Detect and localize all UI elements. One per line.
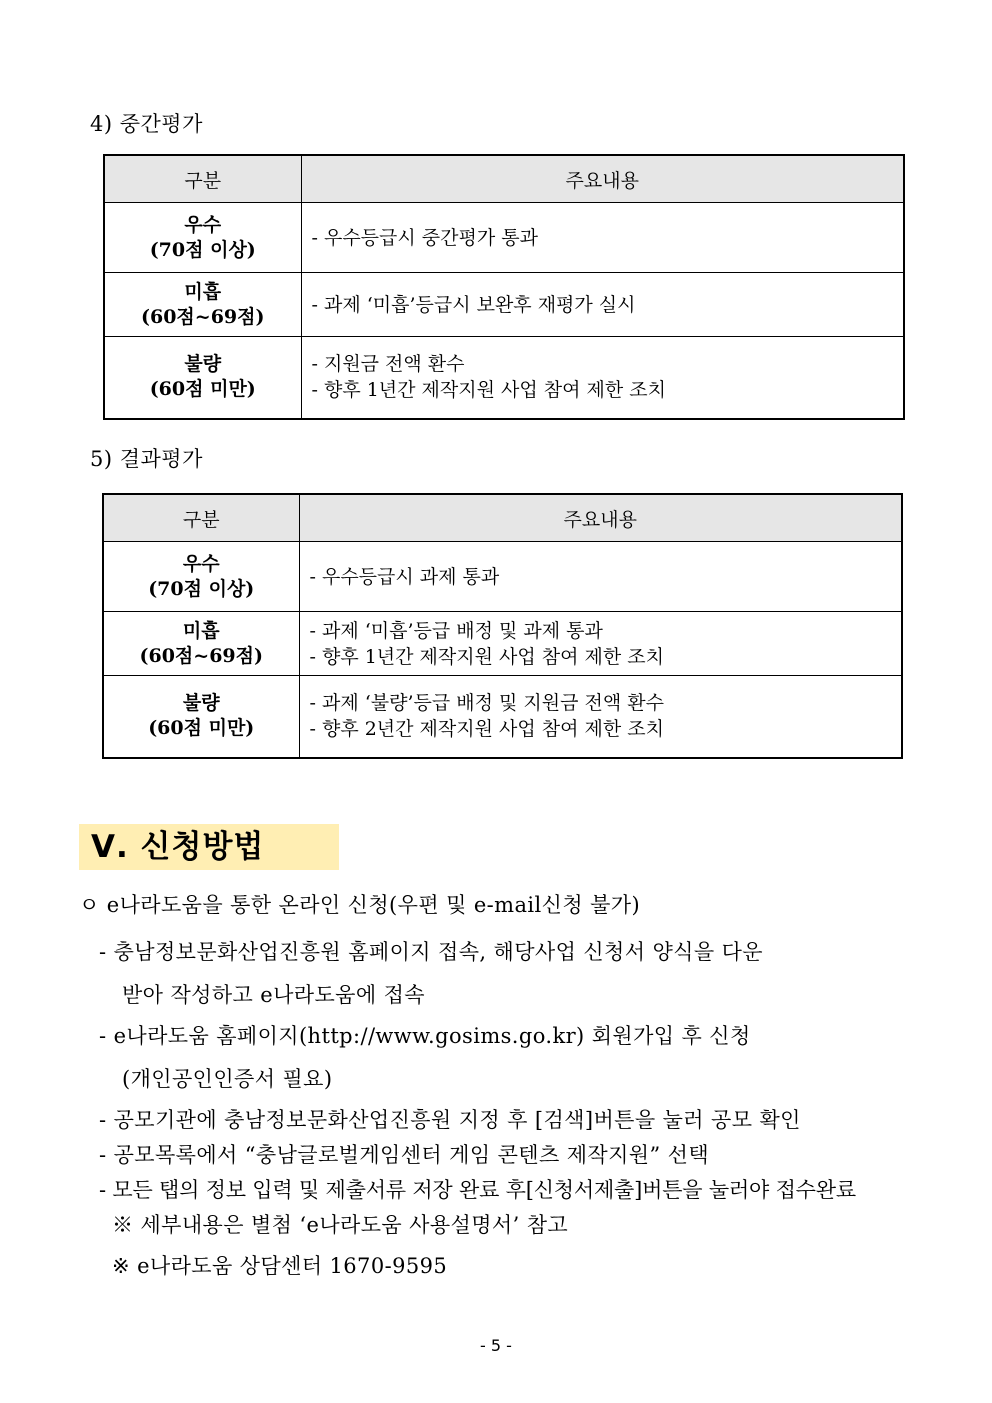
content-cell [301,337,904,419]
grade-label: 불량 [184,353,222,376]
content-item: - 향후 1년간 제작지원 사업 참여 제한 조치 [309,645,664,668]
midterm-table [103,154,905,420]
grade-cell [103,542,299,612]
content-cell [299,542,902,612]
grade-label: 미흡 [184,280,222,303]
grade-cell [103,676,299,758]
table-row [104,337,904,419]
content-item: - 향후 1년간 제작지원 사업 참여 제한 조치 [311,379,666,402]
note-item: ※ 세부내용은 별첨 ‘e나라도움 사용설명서’ 참고 [112,1213,569,1237]
grade-label: 불량 [182,692,220,715]
column-header-content: 주요내용 [299,494,902,542]
list-item: - 모든 탭의 정보 입력 및 제출서류 저장 완료 후[신청서제출]버튼을 눌러야 접수완료 [99,1178,856,1202]
column-header-category: 구분 [104,155,301,203]
grade-range: (70점 이상) [149,238,256,261]
content-item: - 향후 2년간 제작지원 사업 참여 제한 조치 [309,718,664,741]
grade-range: (60점~69점) [139,644,263,667]
table-row [103,612,902,676]
content-item: - 우수등급시 과제 통과 [309,565,500,588]
list-item: - 충남정보문화산업진흥원 홈페이지 접속, 해당사업 신청서 양식을 다운 [99,940,763,964]
list-item-continuation: 받아 작성하고 e나라도움에 접속 [122,983,425,1007]
content-item: - 과제 ‘미흡’등급시 보완후 재평가 실시 [311,293,636,316]
table-row [104,203,904,273]
table-row [104,273,904,337]
column-header-category: 구분 [103,494,299,542]
table-row [103,676,902,758]
section-bullet: ㅇ e나라도움을 통한 온라인 신청(우편 및 e-mail신청 불가) [79,893,641,917]
content-item: - 과제 ‘미흡’등급 배정 및 과제 통과 [309,619,603,642]
grade-cell [103,612,299,676]
grade-range: (60점 미만) [149,378,256,401]
list-item: - 공모목록에서 “충남글로벌게임센터 게임 콘텐츠 제작지원” 선택 [99,1143,710,1167]
list-item: - 공모기관에 충남정보문화산업진흥원 지정 후 [검색]버튼을 눌러 공모 확인 [99,1108,801,1132]
content-cell [301,203,904,273]
grade-range: (60점~69점) [141,305,265,328]
grade-label: 미흡 [182,619,220,642]
grade-cell [104,203,301,273]
grade-range: (60점 미만) [148,717,255,740]
midterm-heading: 4) 중간평가 [90,112,203,136]
content-item: - 우수등급시 중간평가 통과 [311,226,538,249]
content-item: - 과제 ‘불량’등급 배정 및 지원금 전액 환수 [309,692,664,715]
grade-range: (70점 이상) [148,577,255,600]
column-header-content: 주요내용 [301,155,904,203]
final-heading: 5) 결과평가 [90,447,203,471]
grade-cell [104,337,301,419]
list-item: - e나라도움 홈페이지(http://www.gosims.go.kr) 회원가입 후 신청 [99,1024,751,1048]
grade-label: 우수 [182,552,220,575]
grade-label: 우수 [184,213,222,236]
content-item: - 지원금 전액 환수 [311,353,465,376]
content-cell [299,676,902,758]
final-table [102,493,903,759]
grade-cell [104,273,301,337]
content-cell [299,612,902,676]
table-row [103,542,902,612]
content-cell [301,273,904,337]
section-title: Ⅴ. 신청방법 [79,824,339,870]
table-header-row [104,155,904,203]
note-item: ※ e나라도움 상담센터 1670-9595 [112,1254,448,1278]
list-item-continuation: (개인공인인증서 필요) [122,1067,333,1091]
page-number: - 5 - [480,1336,512,1355]
table-header-row [103,494,902,542]
